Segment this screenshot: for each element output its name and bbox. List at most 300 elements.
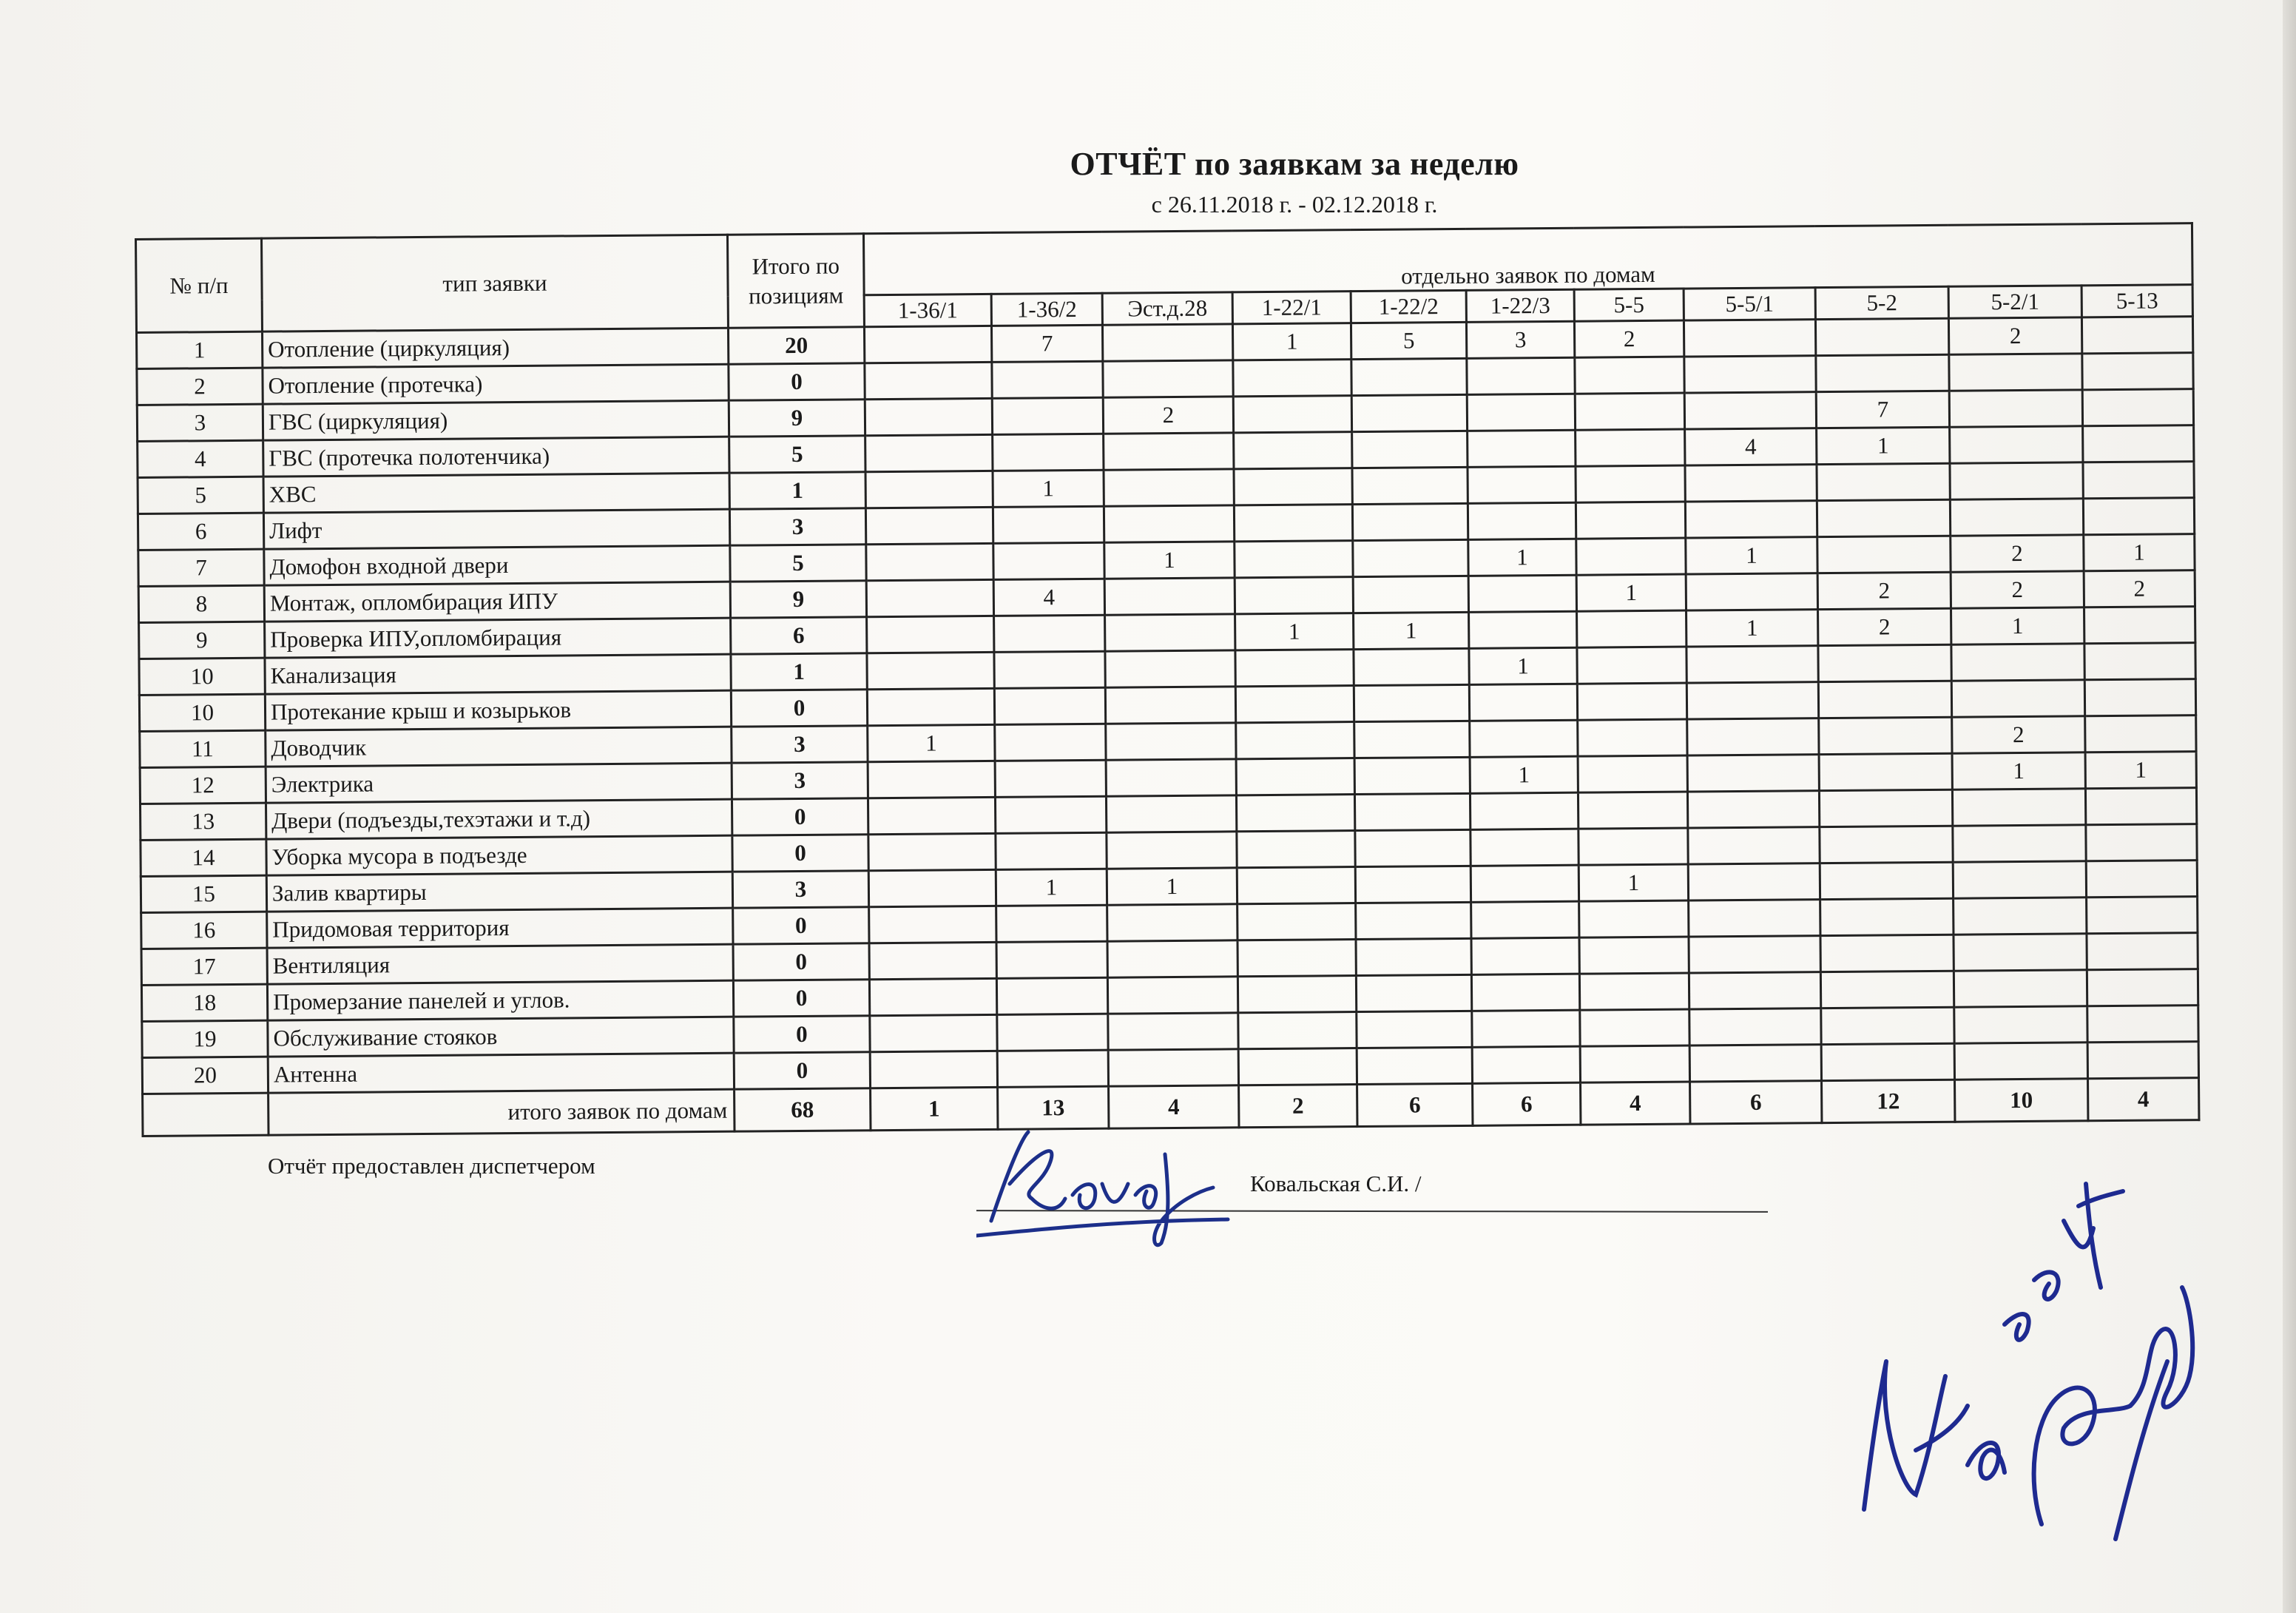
house-count-cell [1577,610,1686,647]
house-count-cell [865,398,992,435]
house-count-cell [1234,505,1352,542]
house-count-cell [1354,648,1469,685]
house-count-cell [1472,1010,1580,1047]
house-count-cell [867,616,994,653]
house-count-cell [1576,429,1685,466]
house-count-cell [2085,715,2196,752]
house-count-cell [1954,970,2087,1007]
row-total: 0 [732,835,868,872]
house-count-cell: 1 [1578,864,1688,901]
house-count-cell [1688,827,1820,864]
house-count-cell [993,434,1104,471]
house-count-cell [2083,425,2194,462]
house-count-cell [868,797,995,834]
house-count-cell [1686,682,1818,719]
house-count-cell [1950,499,2083,536]
house-count-cell [1689,900,1820,937]
summary-total: 68 [735,1088,871,1131]
house-count-cell [868,869,996,906]
house-count-cell: 1 [1952,752,2085,789]
row-number: 13 [141,803,266,840]
request-type: Протекание крыш и козырьков [265,690,731,730]
house-count-cell [2087,1042,2198,1079]
row-total: 3 [729,508,865,545]
report-period: с 26.11.2018 г. - 02.12.2018 г. [1151,191,1438,218]
house-count-cell [1102,324,1232,361]
row-total: 5 [729,436,865,473]
house-count-cell [1468,430,1576,467]
footer-label: Отчёт предоставлен диспетчером [268,1153,595,1179]
house-count-cell [1685,501,1817,538]
house-count-cell [870,1051,997,1088]
summary-house-cell: 6 [1357,1083,1473,1126]
request-type: Электрика [266,763,732,803]
request-type: Промерзание панелей и углов. [267,980,733,1020]
house-count-cell [994,651,1105,688]
row-number: 1 [137,331,263,368]
house-count-cell [1950,426,2083,463]
house-count-cell [2081,317,2192,354]
row-total: 20 [728,327,864,364]
house-count-cell: 1 [1576,574,1686,611]
request-type: Монтаж, опломбирация ИПУ [264,582,730,622]
house-count-cell [865,471,993,508]
house-count-cell: 2 [1951,571,2084,608]
house-count-cell [866,579,993,616]
house-count-cell: 4 [993,579,1104,616]
house-count-cell [1108,1013,1238,1050]
house-count-cell [865,507,993,544]
house-count-cell [1237,831,1355,868]
house-count-cell [1578,755,1687,792]
house-count-cell [1238,976,1356,1013]
row-total: 0 [733,943,869,980]
house-count-cell [1356,902,1471,939]
house-count-cell [1951,680,2084,717]
header-type: тип заявки [262,235,729,331]
dispatcher-signature [976,1110,1243,1258]
request-type: ГВС (протечка полотенчика) [263,437,729,477]
request-type: Вентиляция [267,944,733,984]
house-count-cell [1354,793,1470,830]
request-type: Отопление (протечка) [263,364,729,404]
house-count-cell: 1 [996,869,1107,906]
row-number: 6 [138,513,263,550]
house-count-cell [1954,898,2087,935]
row-total: 1 [731,653,867,690]
house-count-cell: 1 [2085,752,2196,789]
house-count-cell [1104,505,1234,542]
signer-name: Ковальская С.И. / [1250,1171,1422,1196]
house-count-cell [1820,935,1954,971]
header-house: 5-5/1 [1684,288,1815,320]
house-count-cell [1106,759,1236,796]
house-count-cell: 1 [1232,323,1351,360]
house-count-cell [1103,360,1233,397]
request-type: Залив квартиры [266,872,732,912]
house-count-cell: 1 [993,470,1104,507]
house-count-cell: 1 [1686,537,1817,574]
house-count-cell [1954,934,2087,971]
house-count-cell [1104,433,1234,470]
row-number: 10 [139,694,265,731]
house-count-cell [1107,832,1237,869]
house-count-cell [1576,538,1686,575]
house-count-cell [1107,977,1238,1014]
house-count-cell [1352,503,1468,540]
request-type: Уборка мусора в подъезде [266,835,732,875]
row-total: 0 [734,1052,870,1089]
house-count-cell [1468,502,1576,539]
house-count-cell [1687,791,1819,828]
house-count-cell: 1 [1686,610,1818,647]
house-count-cell [869,942,996,979]
house-count-cell [1819,717,1952,754]
house-count-cell [870,1014,997,1051]
house-count-cell [1471,937,1579,974]
house-count-cell [996,832,1107,869]
house-count-cell [1238,940,1356,977]
report-title: ОТЧЁТ по заявкам за неделю [1070,146,1519,182]
header-house: 5-5 [1574,289,1684,321]
house-count-cell [1354,684,1469,721]
house-count-cell [868,761,995,798]
house-count-cell [1689,936,1820,973]
house-count-cell [1951,644,2084,681]
house-count-cell [866,543,993,580]
house-count-cell [1235,686,1354,723]
house-count-cell [1949,354,2082,391]
house-count-cell [993,542,1104,579]
house-count-cell [1687,755,1819,792]
house-count-cell [1106,795,1236,832]
house-count-cell: 2 [1574,320,1684,357]
request-type: Обслуживание стояков [268,1017,734,1057]
house-count-cell [1237,867,1355,904]
summary-house-cell: 13 [998,1086,1109,1129]
house-count-cell [1818,644,1951,681]
row-number: 7 [138,549,264,586]
house-count-cell [1685,465,1817,502]
house-count-cell [867,652,994,689]
house-count-cell [2082,353,2193,390]
house-count-cell [1818,681,1951,718]
row-total: 0 [734,1016,870,1053]
house-count-cell: 1 [1469,647,1577,684]
house-count-cell [1577,647,1686,684]
house-count-cell [869,906,996,943]
house-count-cell [1470,792,1578,829]
row-number: 4 [138,440,263,477]
house-count-cell [1354,721,1470,758]
house-count-cell [1576,465,1685,502]
header-num: № п/п [136,238,263,332]
house-count-cell [1576,502,1685,539]
house-count-cell: 1 [1817,427,1950,464]
house-count-cell [1689,972,1820,1009]
row-total: 5 [730,545,866,582]
house-count-cell [1471,865,1578,902]
house-count-cell [1238,903,1356,940]
house-count-cell [1817,499,1950,536]
house-count-cell [1107,940,1238,977]
house-count-cell [1236,758,1354,795]
row-number: 18 [141,984,267,1021]
house-count-cell [2083,462,2194,499]
house-count-cell [1686,646,1818,683]
house-count-cell [869,978,996,1015]
house-count-cell [2082,389,2193,426]
house-count-cell [2086,861,2197,898]
row-number: 16 [141,912,267,949]
request-type: ГВС (циркуляция) [263,400,729,440]
header-house: 5-2 [1815,286,1948,319]
house-count-cell [992,397,1103,434]
house-count-cell [1817,536,1951,573]
row-total: 0 [732,798,868,835]
house-count-cell [1356,974,1471,1011]
summary-house-cell: 6 [1473,1082,1581,1125]
house-count-cell [1353,539,1468,576]
row-total: 0 [733,980,869,1017]
house-count-cell: 1 [868,724,995,761]
house-count-cell [1104,469,1234,506]
house-count-cell [1579,937,1689,974]
row-number: 5 [138,477,263,513]
house-count-cell [1578,828,1688,865]
house-count-cell: 2 [1817,572,1951,609]
house-count-cell [992,361,1103,398]
summary-label: итого заявок по домам [269,1089,735,1135]
house-count-cell [2084,607,2195,644]
house-count-cell [1106,723,1236,760]
house-count-cell [1107,904,1238,941]
row-total: 3 [732,871,868,908]
house-count-cell [1233,396,1351,433]
house-count-cell [1355,829,1471,866]
house-count-cell [1950,462,2083,499]
header-house: 5-2/1 [1948,286,2081,318]
house-count-cell [1816,354,1949,391]
row-number: 15 [141,875,266,912]
row-number: 8 [138,585,264,622]
house-count-cell [1234,468,1352,505]
house-count-cell [1236,722,1354,759]
paper-edge [2283,0,2296,1613]
house-count-cell [1575,357,1684,394]
row-total: 6 [731,617,867,654]
house-count-cell: 1 [1235,613,1354,650]
row-number: 20 [142,1057,268,1094]
header-house: 1-36/2 [991,293,1102,326]
house-count-cell [2087,969,2198,1006]
house-count-cell [1952,789,2085,826]
house-count-cell [1821,1007,1954,1044]
house-count-cell [994,615,1105,652]
house-count-cell [1820,898,1954,935]
house-count-cell [1817,463,1950,500]
header-by-house: отдельно заявок по домам [863,223,2192,295]
house-count-cell [1235,541,1353,578]
house-count-cell [1471,974,1579,1011]
house-count-cell [1105,614,1235,651]
house-count-cell [995,724,1106,761]
house-count-cell [1821,1043,1954,1080]
house-count-cell [1104,578,1235,615]
request-type: Антенна [268,1053,734,1093]
house-count-cell [2085,788,2196,825]
house-count-cell [994,687,1105,724]
house-count-cell [1579,900,1689,937]
house-count-cell: 1 [1354,612,1469,649]
house-count-cell [1689,1045,1821,1082]
house-count-cell [865,434,993,471]
house-count-cell [1689,1008,1821,1045]
house-count-cell: 1 [1468,539,1576,576]
request-type: Домофон входной двери [264,545,730,585]
house-count-cell [1472,1046,1580,1083]
house-count-cell [1684,356,1816,393]
house-count-cell [1238,1012,1357,1049]
house-count-cell [995,760,1106,797]
house-count-cell [1580,1045,1689,1082]
house-count-cell [1108,1049,1238,1086]
house-count-cell [1351,394,1467,431]
house-count-cell [1575,393,1684,430]
house-count-cell [1467,357,1575,394]
house-count-cell [996,941,1107,978]
row-number: 11 [140,730,266,767]
house-count-cell [1105,687,1235,724]
house-count-cell [1236,795,1354,832]
house-count-cell: 2 [1818,608,1951,645]
house-count-cell [997,1014,1108,1051]
header-house: 1-22/2 [1351,290,1466,323]
house-count-cell [1469,611,1577,648]
house-count-cell: 1 [1107,868,1237,905]
house-count-cell [1820,971,1954,1008]
house-count-cell [1470,720,1578,757]
summary-house-cell: 4 [2088,1078,2199,1121]
row-total: 9 [730,581,866,618]
house-count-cell: 2 [1952,716,2085,753]
house-count-cell [2087,1006,2198,1043]
request-type: Проверка ИПУ,опломбирация [265,618,731,658]
house-count-cell [1954,1006,2087,1043]
house-count-cell [865,362,992,399]
house-count-cell [1238,1048,1357,1085]
request-type: Лифт [263,509,729,549]
house-count-cell [996,905,1107,942]
request-type: Отопление (циркуляция) [262,328,728,368]
house-count-cell [1953,825,2086,862]
house-count-cell [2087,897,2198,934]
row-total: 0 [731,690,867,727]
row-total: 3 [732,762,868,799]
house-count-cell [1354,757,1470,794]
header-house: 5-13 [2081,285,2192,317]
house-count-cell [1578,792,1687,829]
house-count-cell [1468,466,1576,503]
house-count-cell [1468,575,1576,612]
house-count-cell: 5 [1351,322,1466,359]
house-count-cell [1578,719,1687,756]
house-count-cell [1471,901,1579,938]
house-count-cell [1351,358,1467,395]
house-count-cell [1820,826,1953,863]
row-number: 3 [137,404,263,441]
house-count-cell [997,1050,1108,1087]
row-number: 9 [139,622,265,659]
summary-house-cell: 4 [1581,1082,1690,1125]
row-total: 3 [732,726,868,763]
house-count-cell [1233,360,1351,397]
row-number: 14 [141,839,266,876]
row-number: 10 [139,658,265,695]
house-count-cell [1352,431,1468,468]
house-count-cell [864,326,991,363]
header-house: 1-36/1 [864,294,991,326]
house-count-cell [1235,650,1354,687]
house-count-cell [2087,933,2198,970]
row-total: 9 [729,400,865,437]
house-count-cell [1467,394,1575,431]
request-type: Канализация [265,654,731,694]
house-count-cell [1355,866,1471,903]
house-count-cell: 1 [2084,534,2195,571]
house-count-cell [1949,390,2082,427]
house-count-cell [1234,432,1352,469]
house-count-cell [1686,573,1817,610]
house-count-cell: 1 [1470,756,1578,793]
header-total: Итого по позициям [727,234,864,328]
house-count-cell [1352,467,1468,504]
house-count-cell [1105,650,1235,687]
request-type: Придомовая территория [267,908,733,948]
report-table [135,222,2200,1137]
house-count-cell: 1 [1104,542,1235,579]
house-count-cell [1356,938,1471,975]
house-count-cell [1819,789,1952,826]
row-total: 0 [733,907,869,944]
summary-house-cell: 2 [1239,1085,1357,1128]
request-type: Двери (подъезды,техэтажи и т.д) [266,799,732,839]
request-type: Доводчик [266,727,732,767]
house-count-cell [995,796,1106,833]
house-count-cell: 7 [1816,391,1949,428]
house-count-cell [1469,684,1577,721]
house-count-cell [1357,1047,1472,1084]
house-count-cell: 4 [1685,428,1817,465]
house-count-cell: 3 [1466,321,1574,358]
header-house: 1-22/1 [1232,292,1351,324]
summary-house-cell: 1 [871,1087,998,1130]
house-count-cell: 2 [1103,397,1233,434]
row-total: 0 [729,363,865,400]
row-total: 1 [729,472,865,509]
row-number: 19 [142,1020,268,1057]
house-count-cell [1684,392,1816,429]
summary-house-cell: 6 [1690,1081,1822,1124]
row-number: 17 [141,948,267,985]
house-count-cell [1688,863,1820,900]
row-number: 12 [140,767,266,804]
house-count-cell [1577,683,1686,720]
house-count-cell [996,977,1107,1014]
house-count-cell [1471,829,1578,866]
row-number: 2 [137,368,263,405]
house-count-cell [1820,862,1953,899]
